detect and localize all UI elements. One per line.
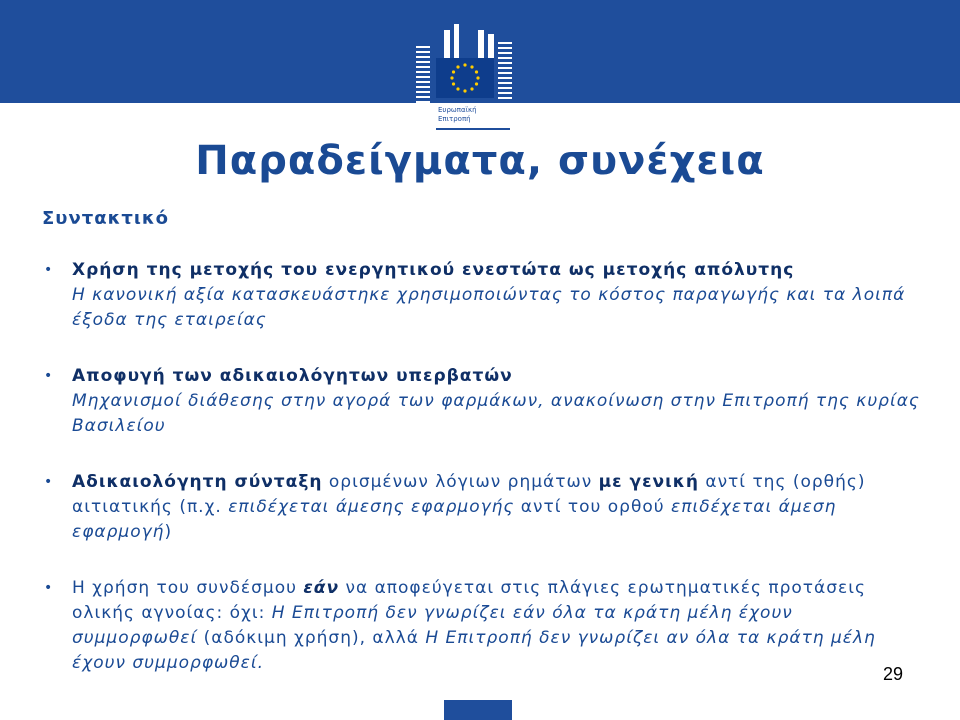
svg-text:Ευρωπαϊκή: Ευρωπαϊκή — [438, 106, 477, 114]
bullet-example: Η κανονική αξία κατασκευάστηκε χρησιμοποιώντας το κόστος παραγωγής και τα λοιπά έξοδα της εταιρείας — [72, 285, 906, 330]
bullet-text-italic: επιδέχεται άμεσης εφαρμογής — [228, 497, 515, 517]
bullet-dot-icon: • — [44, 474, 54, 490]
bullet-text-bold: με γενική — [598, 472, 699, 492]
bullet-item — [42, 364, 922, 439]
bullet-text: ) — [164, 522, 173, 542]
svg-text:Επιτροπή: Επιτροπή — [438, 115, 471, 123]
bullet-example: Μηχανισμοί διάθεσης στην αγορά των φαρμάκων, ανακοίνωση στην Επιτροπή της κυρίας Βασιλείου — [72, 391, 920, 436]
bullet-item — [42, 258, 922, 333]
bullet-text: ορισμένων λόγιων ρημάτων — [322, 472, 599, 492]
bullet-text: Η χρήση του συνδέσμου — [72, 578, 304, 598]
bullet-heading: Αποφυγή των αδικαιολόγητων υπερβατών — [72, 366, 513, 386]
eu-commission-logo — [414, 24, 514, 134]
bullet-text-italic: επιδέχεται άμεση εφαρμογή — [72, 497, 837, 542]
bullet-item — [42, 470, 922, 545]
bullet-text: (αδόκιμη χρήση), αλλά — [197, 628, 426, 648]
slide-title: Παραδείγματα, συνέχεια — [195, 138, 765, 184]
eu-building-flag-icon — [414, 24, 514, 134]
bullet-item — [42, 576, 922, 676]
footer-tab — [444, 700, 512, 720]
bullet-list — [42, 258, 922, 707]
bullet-dot-icon: • — [44, 580, 54, 596]
bullet-dot-icon: • — [44, 368, 54, 384]
bullet-text-bold: Αδικαιολόγητη σύνταξη — [72, 472, 323, 492]
bullet-text-italic: Η Επιτροπή δεν γνωρίζει αν όλα τα κράτη μέλη έχουν συμμορφωθεί. — [72, 628, 876, 673]
bullet-text-bold-italic: εάν — [303, 578, 340, 598]
page-number: 29 — [882, 664, 903, 684]
section-heading: Συντακτικό — [42, 208, 170, 229]
bullet-text: να αποφεύγεται στις πλάγιες ερωτηματικές προτάσεις ολικής αγνοίας: όχι: — [72, 578, 866, 623]
bullet-text: αντί της (ορθής) αιτιατικής (π.χ. — [72, 472, 866, 517]
bullet-heading: Χρήση της μετοχής του ενεργητικού ενεστώτα ως μετοχής απόλυτης — [72, 260, 795, 280]
bullet-dot-icon: • — [44, 262, 54, 278]
bullet-text-italic: Η Επιτροπή δεν γνωρίζει εάν όλα τα κράτη μέλη έχουν συμμορφωθεί — [72, 603, 793, 648]
bullet-text: αντί του ορθού — [514, 497, 672, 517]
